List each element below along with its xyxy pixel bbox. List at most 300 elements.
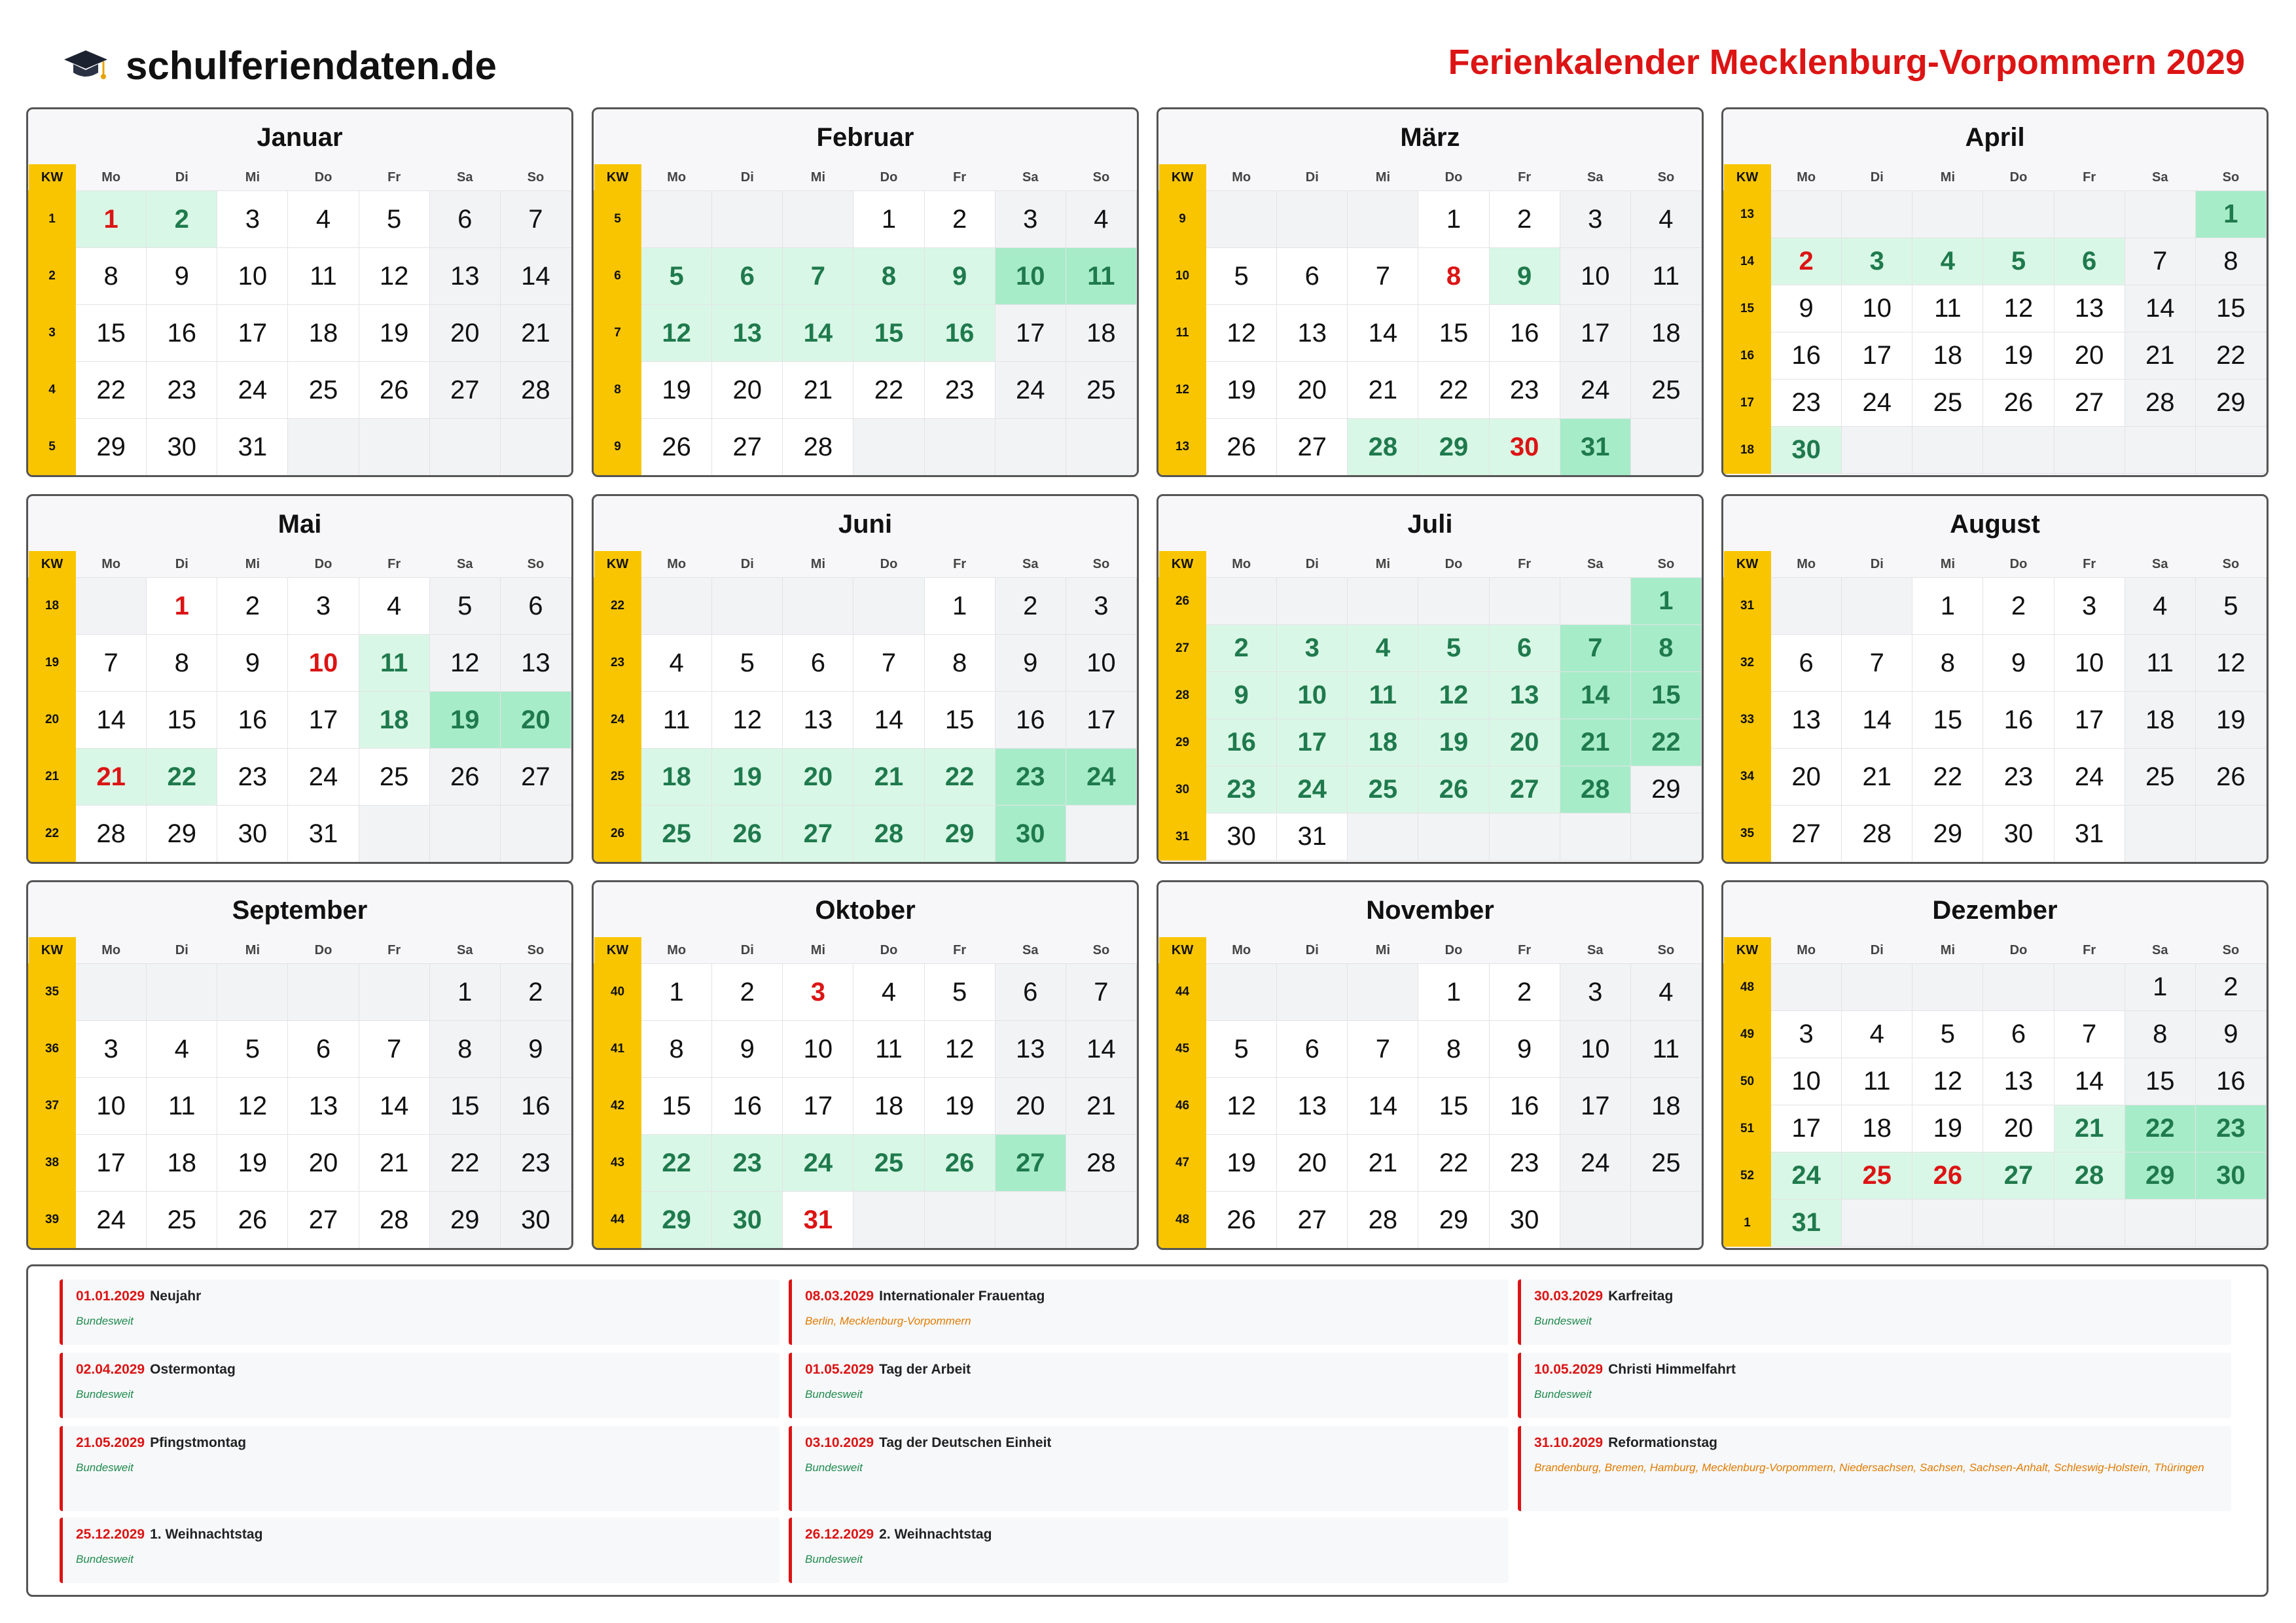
empty-cell <box>359 964 429 1021</box>
day-cell: 30 <box>1489 1192 1560 1249</box>
holiday-region: Berlin, Mecklenburg-Vorpommern <box>805 1315 971 1327</box>
weekday-header: Fr <box>1489 551 1560 578</box>
holiday-date: 02.04.2029 <box>76 1362 145 1377</box>
day-cell: 26 <box>217 1192 288 1249</box>
day-cell: 28 <box>76 806 147 863</box>
day-cell: 29 <box>641 1192 712 1249</box>
holiday-region: Bundesweit <box>76 1315 134 1327</box>
day-cell: 6 <box>288 1021 359 1078</box>
day-cell: 9 <box>1489 248 1560 305</box>
site-logo[interactable] <box>63 43 497 88</box>
day-cell: 7 <box>2125 238 2195 285</box>
day-cell: 29 <box>1630 766 1701 813</box>
day-cell: 22 <box>429 1135 500 1192</box>
empty-cell <box>2054 1200 2125 1247</box>
day-cell: 20 <box>1277 1135 1348 1192</box>
week-row <box>1159 1135 1702 1192</box>
day-cell: 23 <box>1489 362 1560 419</box>
weekday-header: Mi <box>1912 937 1983 964</box>
page-header <box>26 26 2265 98</box>
day-cell: 29 <box>2125 1152 2195 1200</box>
kw-header: KW <box>1159 937 1206 964</box>
weekday-header: Di <box>712 937 783 964</box>
day-cell: 15 <box>853 305 924 362</box>
day-cell: 22 <box>853 362 924 419</box>
kw-header: KW <box>29 164 76 191</box>
day-cell: 21 <box>1348 1135 1418 1192</box>
day-cell: 11 <box>1066 248 1136 305</box>
day-cell: 17 <box>995 305 1066 362</box>
day-cell: 21 <box>1348 362 1418 419</box>
weekday-header: Mi <box>217 937 288 964</box>
empty-cell <box>853 1192 924 1249</box>
month-table <box>28 551 571 863</box>
day-cell: 3 <box>1560 191 1630 248</box>
day-cell: 5 <box>217 1021 288 1078</box>
day-cell: 27 <box>429 362 500 419</box>
day-cell: 17 <box>2054 692 2125 749</box>
day-cell: 24 <box>783 1135 853 1192</box>
weekday-header: Mi <box>1348 937 1418 964</box>
week-row <box>1724 635 2267 692</box>
week-row <box>1724 1011 2267 1058</box>
day-cell: 6 <box>500 578 571 635</box>
calendar-week-number: 13 <box>1159 419 1206 476</box>
day-cell: 5 <box>924 964 995 1021</box>
day-cell: 17 <box>217 305 288 362</box>
calendar-week-number: 1 <box>1724 1200 1771 1247</box>
day-cell: 26 <box>1206 419 1277 476</box>
calendar-week-number: 18 <box>29 578 76 635</box>
weekday-header: Fr <box>359 937 429 964</box>
empty-cell <box>712 578 783 635</box>
day-cell: 10 <box>1560 1021 1630 1078</box>
empty-cell <box>1348 813 1418 861</box>
calendar-week-number: 27 <box>1159 625 1206 672</box>
holiday-region: Bundesweit <box>805 1388 863 1400</box>
empty-cell <box>76 578 147 635</box>
weekday-header: Fr <box>1489 164 1560 191</box>
day-cell: 1 <box>76 191 147 248</box>
day-cell: 5 <box>1206 248 1277 305</box>
calendar-week-number: 38 <box>29 1135 76 1192</box>
empty-cell <box>500 419 571 476</box>
day-cell: 13 <box>712 305 783 362</box>
day-cell: 12 <box>1418 672 1489 719</box>
day-cell: 5 <box>359 191 429 248</box>
weekday-header: So <box>2195 551 2266 578</box>
week-row <box>1159 672 1702 719</box>
weekday-header: Di <box>1277 551 1348 578</box>
day-cell: 3 <box>2054 578 2125 635</box>
empty-cell <box>2054 191 2125 238</box>
day-cell: 30 <box>500 1192 571 1249</box>
empty-cell <box>924 419 995 476</box>
weekday-header: Mi <box>217 164 288 191</box>
empty-cell <box>1771 191 1842 238</box>
weekday-header: Fr <box>924 937 995 964</box>
day-cell: 20 <box>1771 749 1842 806</box>
holiday-region: Bundesweit <box>76 1553 134 1565</box>
week-row <box>29 419 571 476</box>
day-cell: 9 <box>1983 635 2054 692</box>
holiday-date: 01.05.2029 <box>805 1362 874 1377</box>
weekday-header: Mo <box>1206 551 1277 578</box>
holiday-title <box>1534 1289 2231 1304</box>
day-cell: 13 <box>1983 1058 2054 1105</box>
calendar-week-number: 16 <box>1724 332 1771 380</box>
weekday-header: Sa <box>995 164 1066 191</box>
day-cell: 5 <box>1912 1011 1983 1058</box>
empty-cell <box>1560 578 1630 625</box>
empty-cell <box>1912 964 1983 1011</box>
day-cell: 25 <box>641 806 712 863</box>
day-cell: 23 <box>712 1135 783 1192</box>
day-cell: 14 <box>1842 692 1912 749</box>
day-cell: 31 <box>288 806 359 863</box>
week-row <box>29 1078 571 1135</box>
week-row <box>1724 1152 2267 1200</box>
empty-cell <box>76 964 147 1021</box>
week-row <box>1159 191 1702 248</box>
empty-cell <box>147 964 217 1021</box>
day-cell: 10 <box>783 1021 853 1078</box>
empty-cell <box>2125 806 2195 863</box>
day-cell: 4 <box>1842 1011 1912 1058</box>
day-cell: 8 <box>76 248 147 305</box>
holiday-title <box>805 1289 1509 1304</box>
weekday-header: Do <box>1418 937 1489 964</box>
holiday-item <box>789 1279 1509 1345</box>
day-cell: 24 <box>76 1192 147 1249</box>
day-cell: 19 <box>1206 1135 1277 1192</box>
day-cell: 13 <box>429 248 500 305</box>
day-cell: 3 <box>217 191 288 248</box>
week-row <box>29 578 571 635</box>
weekday-header: Sa <box>995 551 1066 578</box>
day-cell: 19 <box>641 362 712 419</box>
day-cell: 20 <box>712 362 783 419</box>
holiday-region: Bundesweit <box>1534 1315 1592 1327</box>
empty-cell <box>1630 1192 1701 1249</box>
day-cell: 28 <box>2125 380 2195 427</box>
weekday-header: Sa <box>2125 164 2195 191</box>
empty-cell <box>1983 427 2054 474</box>
weekday-header: Mi <box>783 937 853 964</box>
weekday-header: Di <box>1842 551 1912 578</box>
empty-cell <box>288 419 359 476</box>
calendar-week-number: 17 <box>1724 380 1771 427</box>
calendar-week-number: 43 <box>594 1135 641 1192</box>
empty-cell <box>1983 1200 2054 1247</box>
weekday-header: Mo <box>641 551 712 578</box>
day-cell: 4 <box>2125 578 2195 635</box>
day-cell: 29 <box>1912 806 1983 863</box>
empty-cell <box>641 191 712 248</box>
day-cell: 28 <box>359 1192 429 1249</box>
day-cell: 17 <box>1277 719 1348 766</box>
weekday-header: Fr <box>2054 164 2125 191</box>
calendar-week-number: 12 <box>1159 362 1206 419</box>
month-name: Februar <box>816 123 914 152</box>
weekday-header: Fr <box>359 164 429 191</box>
week-row <box>594 191 1137 248</box>
day-cell: 24 <box>2054 749 2125 806</box>
month-name: Oktober <box>815 896 916 925</box>
day-cell: 3 <box>1560 964 1630 1021</box>
week-row <box>594 419 1137 476</box>
day-cell: 24 <box>995 362 1066 419</box>
day-cell: 31 <box>2054 806 2125 863</box>
week-row <box>1724 238 2267 285</box>
empty-cell <box>1912 191 1983 238</box>
day-cell: 21 <box>1560 719 1630 766</box>
day-cell: 15 <box>429 1078 500 1135</box>
day-cell: 14 <box>783 305 853 362</box>
weekday-header: Mo <box>1206 937 1277 964</box>
day-cell: 18 <box>1630 1078 1701 1135</box>
week-row <box>29 248 571 305</box>
weekday-header: Mo <box>641 937 712 964</box>
calendar-week-number: 21 <box>29 749 76 806</box>
weekday-header: Do <box>1418 551 1489 578</box>
day-cell: 14 <box>1066 1021 1136 1078</box>
day-cell: 27 <box>1771 806 1842 863</box>
day-cell: 25 <box>853 1135 924 1192</box>
empty-cell <box>1630 419 1701 476</box>
month-name: März <box>1400 123 1460 152</box>
weekday-header: Di <box>147 164 217 191</box>
calendar-week-number: 9 <box>594 419 641 476</box>
day-cell: 27 <box>2054 380 2125 427</box>
day-cell: 9 <box>1771 285 1842 332</box>
holiday-name: Christi Himmelfahrt <box>1608 1362 1736 1377</box>
day-cell: 8 <box>853 248 924 305</box>
day-cell: 5 <box>641 248 712 305</box>
month-januar <box>26 107 573 477</box>
day-cell: 16 <box>1206 719 1277 766</box>
day-cell: 30 <box>217 806 288 863</box>
calendar-week-number: 29 <box>1159 719 1206 766</box>
day-cell: 5 <box>429 578 500 635</box>
day-cell: 19 <box>1418 719 1489 766</box>
calendar-week-number: 36 <box>29 1021 76 1078</box>
empty-cell <box>429 419 500 476</box>
empty-cell <box>1348 191 1418 248</box>
empty-cell <box>853 578 924 635</box>
day-cell: 20 <box>783 749 853 806</box>
empty-cell <box>1348 964 1418 1021</box>
day-cell: 28 <box>853 806 924 863</box>
calendar-week-number: 48 <box>1159 1192 1206 1249</box>
holiday-item <box>60 1279 780 1345</box>
week-row <box>1159 1021 1702 1078</box>
day-cell: 29 <box>924 806 995 863</box>
day-cell: 6 <box>1489 625 1560 672</box>
day-cell: 7 <box>1348 248 1418 305</box>
holiday-date: 10.05.2029 <box>1534 1362 1604 1377</box>
calendar-week-number: 39 <box>29 1192 76 1249</box>
calendar-week-number: 30 <box>1159 766 1206 813</box>
week-row <box>594 749 1137 806</box>
day-cell: 8 <box>1630 625 1701 672</box>
day-cell: 11 <box>1912 285 1983 332</box>
day-cell: 27 <box>288 1192 359 1249</box>
empty-cell <box>359 806 429 863</box>
weekday-header: Di <box>1842 937 1912 964</box>
month-name: September <box>232 896 368 925</box>
day-cell: 26 <box>641 419 712 476</box>
day-cell: 26 <box>1206 1192 1277 1249</box>
day-cell: 9 <box>995 635 1066 692</box>
empty-cell <box>2125 1200 2195 1247</box>
weekday-header: Do <box>853 937 924 964</box>
day-cell: 14 <box>1560 672 1630 719</box>
month-september <box>26 880 573 1250</box>
day-cell: 27 <box>995 1135 1066 1192</box>
calendar-week-number: 33 <box>1724 692 1771 749</box>
weekday-header: Fr <box>359 551 429 578</box>
day-cell: 1 <box>853 191 924 248</box>
day-cell: 13 <box>288 1078 359 1135</box>
day-cell: 23 <box>217 749 288 806</box>
weekday-header: Di <box>712 164 783 191</box>
day-cell: 14 <box>2054 1058 2125 1105</box>
day-cell: 18 <box>147 1135 217 1192</box>
empty-cell <box>1206 964 1277 1021</box>
day-cell: 6 <box>1277 248 1348 305</box>
day-cell: 7 <box>1842 635 1912 692</box>
day-cell: 25 <box>1912 380 1983 427</box>
holiday-region: Brandenburg, Bremen, Hamburg, Mecklenburg-Vorpommern, Niedersachsen, Sachsen, Sachsen-Anhalt, Schleswig-Holstein, Thüringen <box>1534 1461 2204 1474</box>
empty-cell <box>783 191 853 248</box>
calendar-week-number: 6 <box>594 248 641 305</box>
day-cell: 7 <box>76 635 147 692</box>
day-cell: 24 <box>217 362 288 419</box>
day-cell: 31 <box>1277 813 1348 861</box>
day-cell: 30 <box>1771 427 1842 474</box>
holiday-name: Neujahr <box>150 1289 202 1304</box>
day-cell: 21 <box>783 362 853 419</box>
day-cell: 9 <box>217 635 288 692</box>
site-name: schulferiendaten.de <box>126 44 497 88</box>
calendar-week-number: 8 <box>594 362 641 419</box>
day-cell: 21 <box>76 749 147 806</box>
calendar-week-number: 42 <box>594 1078 641 1135</box>
day-cell: 27 <box>1983 1152 2054 1200</box>
holiday-item <box>60 1518 780 1583</box>
empty-cell <box>2195 806 2266 863</box>
week-row <box>594 305 1137 362</box>
day-cell: 9 <box>500 1021 571 1078</box>
calendar-week-number: 46 <box>1159 1078 1206 1135</box>
week-row <box>594 1135 1137 1192</box>
day-cell: 8 <box>2125 1011 2195 1058</box>
empty-cell <box>1842 964 1912 1011</box>
day-cell: 8 <box>924 635 995 692</box>
week-row <box>1159 419 1702 476</box>
month-juni <box>592 494 1139 864</box>
day-cell: 30 <box>147 419 217 476</box>
day-cell: 21 <box>359 1135 429 1192</box>
day-cell: 11 <box>853 1021 924 1078</box>
weekday-header: Do <box>288 551 359 578</box>
day-cell: 26 <box>2195 749 2266 806</box>
kw-header: KW <box>594 551 641 578</box>
day-cell: 4 <box>1066 191 1136 248</box>
day-cell: 15 <box>147 692 217 749</box>
day-cell: 6 <box>1277 1021 1348 1078</box>
day-cell: 13 <box>500 635 571 692</box>
month-table <box>1158 551 1702 861</box>
calendar-week-number: 31 <box>1724 578 1771 635</box>
day-cell: 3 <box>76 1021 147 1078</box>
weekday-header: Mi <box>783 551 853 578</box>
day-cell: 9 <box>1489 1021 1560 1078</box>
day-cell: 3 <box>995 191 1066 248</box>
calendar-week-number: 1 <box>29 191 76 248</box>
day-cell: 2 <box>2195 964 2266 1011</box>
day-cell: 15 <box>1630 672 1701 719</box>
calendar-week-number: 47 <box>1159 1135 1206 1192</box>
month-name: Dezember <box>1932 896 2058 925</box>
day-cell: 26 <box>359 362 429 419</box>
day-cell: 17 <box>1560 305 1630 362</box>
weekday-header: Mo <box>1771 937 1842 964</box>
day-cell: 4 <box>1630 191 1701 248</box>
day-cell: 19 <box>1983 332 2054 380</box>
holiday-date: 21.05.2029 <box>76 1435 145 1450</box>
month-table <box>28 164 571 476</box>
kw-header: KW <box>594 937 641 964</box>
month-name: Mai <box>278 510 322 539</box>
empty-cell <box>1912 1200 1983 1247</box>
holiday-item <box>1518 1426 2231 1511</box>
day-cell: 12 <box>924 1021 995 1078</box>
day-cell: 15 <box>924 692 995 749</box>
month-table <box>594 551 1137 863</box>
calendar-week-number: 51 <box>1724 1105 1771 1152</box>
weekday-header: Mo <box>76 551 147 578</box>
day-cell: 10 <box>1066 635 1136 692</box>
week-row <box>594 248 1137 305</box>
empty-cell <box>641 578 712 635</box>
day-cell: 2 <box>1983 578 2054 635</box>
holiday-title <box>1534 1362 2231 1378</box>
month-name: Juni <box>838 510 893 539</box>
calendar-week-number: 20 <box>29 692 76 749</box>
calendar-week-number: 44 <box>1159 964 1206 1021</box>
day-cell: 27 <box>1489 766 1560 813</box>
day-cell: 21 <box>500 305 571 362</box>
day-cell: 1 <box>1912 578 1983 635</box>
holiday-name: Karfreitag <box>1608 1289 1674 1304</box>
weekday-header: Sa <box>1560 164 1630 191</box>
month-name: Januar <box>257 123 343 152</box>
holiday-region: Bundesweit <box>76 1461 134 1474</box>
calendar-week-number: 4 <box>29 362 76 419</box>
day-cell: 24 <box>1066 749 1136 806</box>
day-cell: 24 <box>288 749 359 806</box>
month-oktober <box>592 880 1139 1250</box>
holiday-item <box>789 1426 1509 1511</box>
week-row <box>1159 1078 1702 1135</box>
day-cell: 8 <box>1912 635 1983 692</box>
day-cell: 20 <box>995 1078 1066 1135</box>
day-cell: 8 <box>147 635 217 692</box>
weekday-header: Mi <box>1348 164 1418 191</box>
calendar-week-number: 18 <box>1724 427 1771 474</box>
